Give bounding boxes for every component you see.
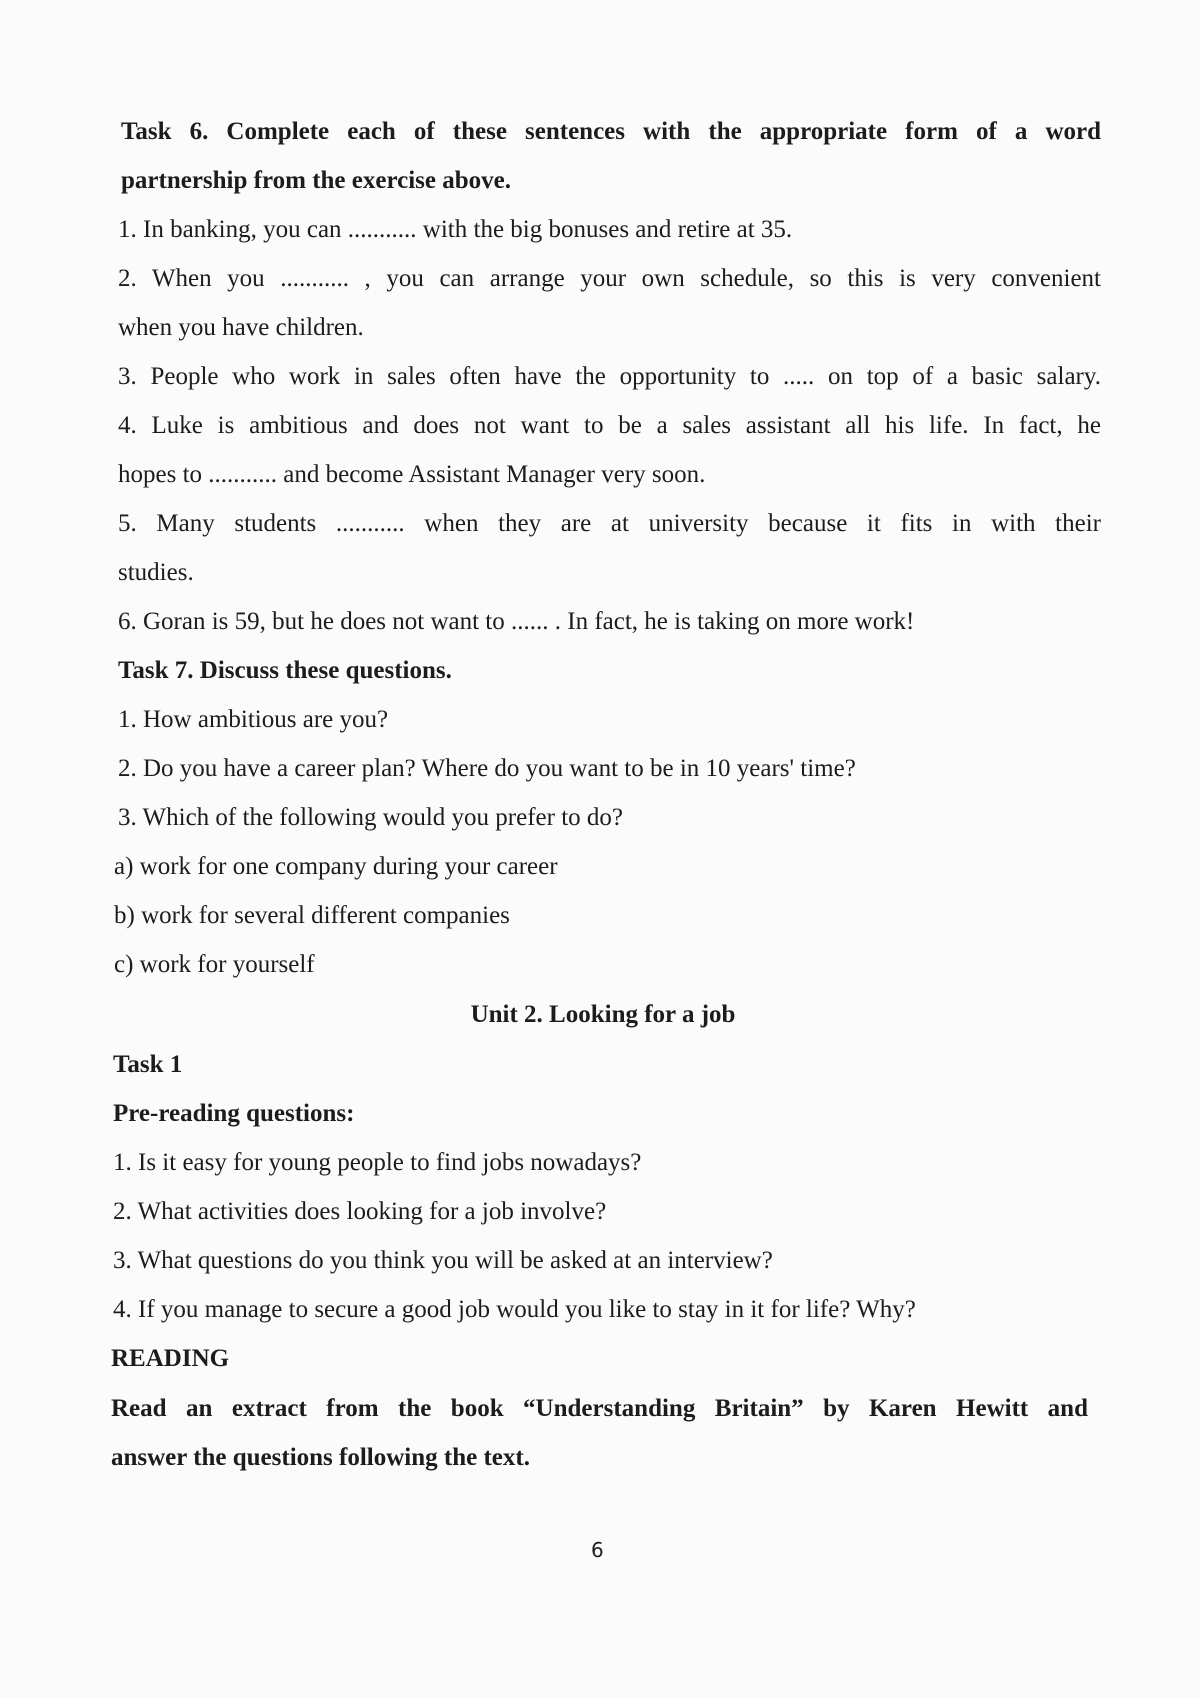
prereading-question-2: 2. What activities does looking for a job involve? [113,1198,607,1225]
task6-item-4-cont: hopes to ........... and become Assistant Manager very soon. [118,461,706,488]
prereading-question-4: 4. If you manage to secure a good job would you like to stay in it for life? Why? [113,1296,916,1323]
task7-item-2: 2. Do you have a career plan? Where do you want to be in 10 years' time? [118,755,856,782]
task7-option-a: a) work for one company during your career [114,853,558,880]
task6-item-1: 1. In banking, you can ........... with the big bonuses and retire at 35. [118,216,793,243]
prereading-heading: Pre-reading questions: [113,1100,355,1127]
task7-item-3: 3. Which of the following would you prefer to do? [118,804,623,831]
task7-heading: Task 7. Discuss these questions. [118,657,452,684]
task6-heading-line1: Task 6. Complete each of these sentences with the appropriate form of a word [121,118,1101,145]
task6-item-5-cont: studies. [118,559,194,586]
task6-heading-line2: partnership from the exercise above. [121,167,511,194]
task7-option-b: b) work for several different companies [114,902,510,929]
task1-heading: Task 1 [113,1051,183,1078]
task7-item-1: 1. How ambitious are you? [118,706,389,733]
reading-instruction-line1: Read an extract from the book “Understanding Britain” by Karen Hewitt and [111,1395,1088,1422]
reading-instruction-line2: answer the questions following the text. [111,1444,530,1471]
task6-item-6: 6. Goran is 59, but he does not want to ...... . In fact, he is taking on more work! [118,608,915,635]
task7-option-c: c) work for yourself [114,951,315,978]
unit-title: Unit 2. Looking for a job [470,1001,736,1028]
task6-item-5: 5. Many students ........... when they are at university because it fits in with their [118,510,1101,537]
page-number: 6 [591,1538,604,1562]
task6-item-2-cont: when you have children. [118,314,364,341]
task6-item-3: 3. People who work in sales often have the opportunity to ..... on top of a basic salary. [118,363,1101,390]
task6-item-2: 2. When you ........... , you can arrange your own schedule, so this is very convenient [118,265,1101,292]
prereading-question-1: 1. Is it easy for young people to find jobs nowadays? [113,1149,642,1176]
task6-item-4: 4. Luke is ambitious and does not want to be a sales assistant all his life. In fact, he [118,412,1101,439]
prereading-question-3: 3. What questions do you think you will be asked at an interview? [113,1247,773,1274]
reading-heading: READING [111,1345,230,1372]
